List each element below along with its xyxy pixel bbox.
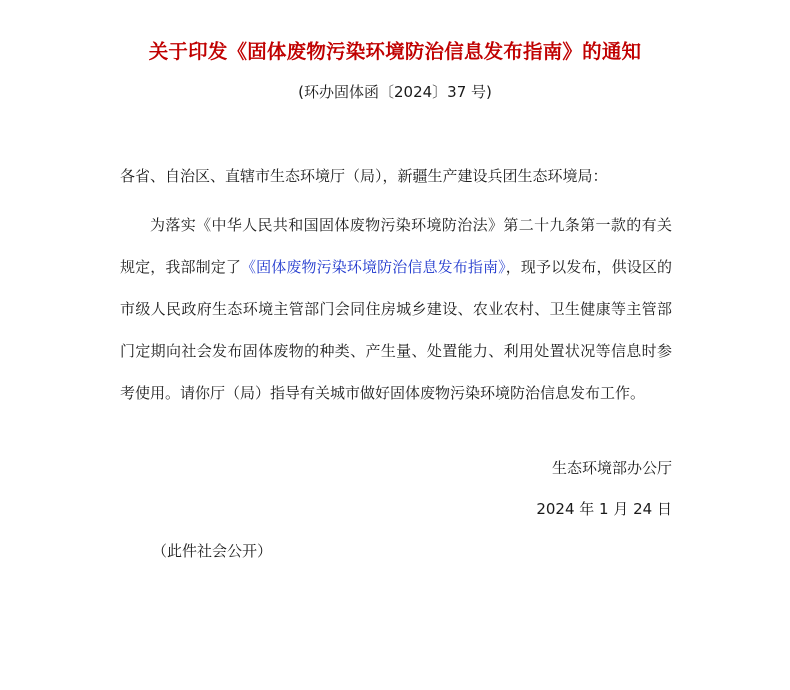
salutation: 各省、自治区、直辖市生态环境厅（局），新疆生产建设兵团生态环境局： bbox=[120, 167, 608, 185]
signature-date: 2024 年 1 月 24 日 bbox=[536, 500, 672, 518]
guide-link[interactable]: 《固体废物污染环境防治信息发布指南》 bbox=[241, 258, 506, 276]
body-text-before-link: 为落实《中华人民共和国固体废物污染环境防治法》第二十九条第一款的有关规定，我部制定了 bbox=[120, 216, 672, 276]
body-text-after-link: ，现予以发布，供设区的市级人民政府生态环境主管部门会同住房城乡建设、农业农村、卫生健康等主管部门定期向社会发布固体废物的种类、产生量、处置能力、利用处置状况等信息时参考使用。请你厅（局）指导有关城市做好固体废物污染环境防治信息发布工作。 bbox=[120, 258, 672, 402]
publication-note: （此件社会公开） bbox=[152, 542, 273, 560]
document-number: (环办固体函〔2024〕37 号) bbox=[298, 83, 492, 101]
body-paragraph bbox=[120, 204, 672, 414]
signature-organization: 生态环境部办公厅 bbox=[551, 459, 672, 477]
document-title: 关于印发《固体废物污染环境防治信息发布指南》的通知 bbox=[148, 40, 642, 63]
